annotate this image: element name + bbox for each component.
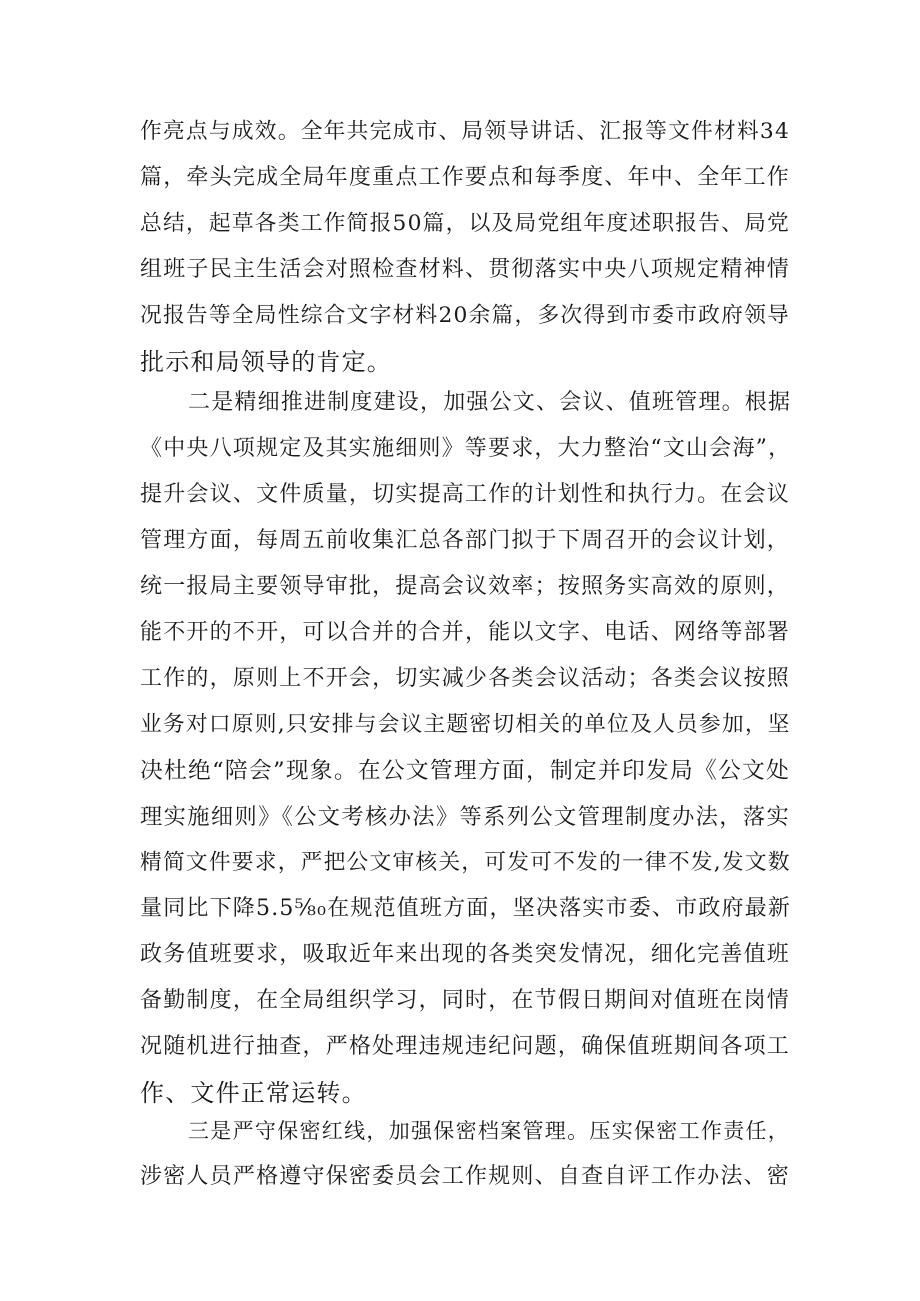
text-line: 作、文件正常运转。: [140, 1079, 367, 1107]
text-line: 作亮点与成效。全年共完成市、局领导讲话、汇报等文件材料34: [140, 119, 790, 144]
text-line: 总结，起草各类工作简报50篇，以及局党组年度述职报告、局党: [140, 211, 790, 236]
text-line: 备勤制度，在全局组织学习，同时，在节假日期间对值班在岗情: [140, 988, 790, 1013]
text-line: 《中央八项规定及其实施细则》等要求，大力整治“文山会海”，: [140, 436, 792, 461]
text-line: 组班子民主生活会对照检查材料、贯彻落实中央八项规定精神情: [140, 257, 790, 282]
text-line: 精简文件要求，严把公文审核关，可发可不发的一律不发,发文数: [140, 850, 791, 875]
text-line: 统一报局主要领导审批，提高会议效率；按照务实高效的原则，: [140, 574, 790, 599]
text-line: 理实施细则》《公文考核办法》等系列公文管理制度办法，落实: [140, 804, 790, 830]
text-line: 管理方面，每周五前收集汇总各部门拟于下周召开的会议计划，: [140, 528, 790, 553]
text-line: 工作的，原则上不开会，切实减少各类会议活动；各类会议按照: [140, 666, 790, 691]
paragraph-3: [140, 1108, 790, 1200]
text-line: 篇，牵头完成全局年度重点工作要点和每季度、年中、全年工作: [140, 165, 790, 190]
text-line: 提升会议、文件质量，切实提高工作的计划性和执行力。在会议: [140, 482, 790, 507]
text-line: 决杜绝“陪会”现象。在公文管理方面，制定并印发局《公文处: [140, 758, 790, 784]
text-line: 政务值班要求，吸取近年来出现的各类突发情况，细化完善值班: [140, 942, 790, 967]
text-line: 涉密人员严格遵守保密委员会工作规则、自查自评工作办法、密: [140, 1164, 790, 1189]
text-line: 二是精细推进制度建设，加强公文、会议、值班管理。根据: [188, 390, 792, 415]
paragraph-1: [140, 109, 790, 385]
text-line: 能不开的不开，可以合并的合并，能以文字、电话、网络等部署: [140, 620, 790, 645]
text-line: 批示和局领导的肯定。: [140, 348, 392, 376]
paragraph-2: [140, 380, 790, 1116]
text-line: 况随机进行抽查，严格处理违规违纪问题，确保值班期间各项工: [140, 1034, 790, 1059]
text-line: 况报告等全局性综合文字材料20余篇，多次得到市委市政府领导: [140, 303, 790, 328]
text-line: 业务对口原则,只安排与会议主题密切相关的单位及人员参加，坚: [140, 712, 791, 737]
text-line: 量同比下降5.5⅝₀在规范值班方面，坚决落实市委、市政府最新: [140, 896, 792, 921]
text-line: 三是严守保密红线，加强保密档案管理。压实保密工作责任，: [188, 1119, 790, 1143]
